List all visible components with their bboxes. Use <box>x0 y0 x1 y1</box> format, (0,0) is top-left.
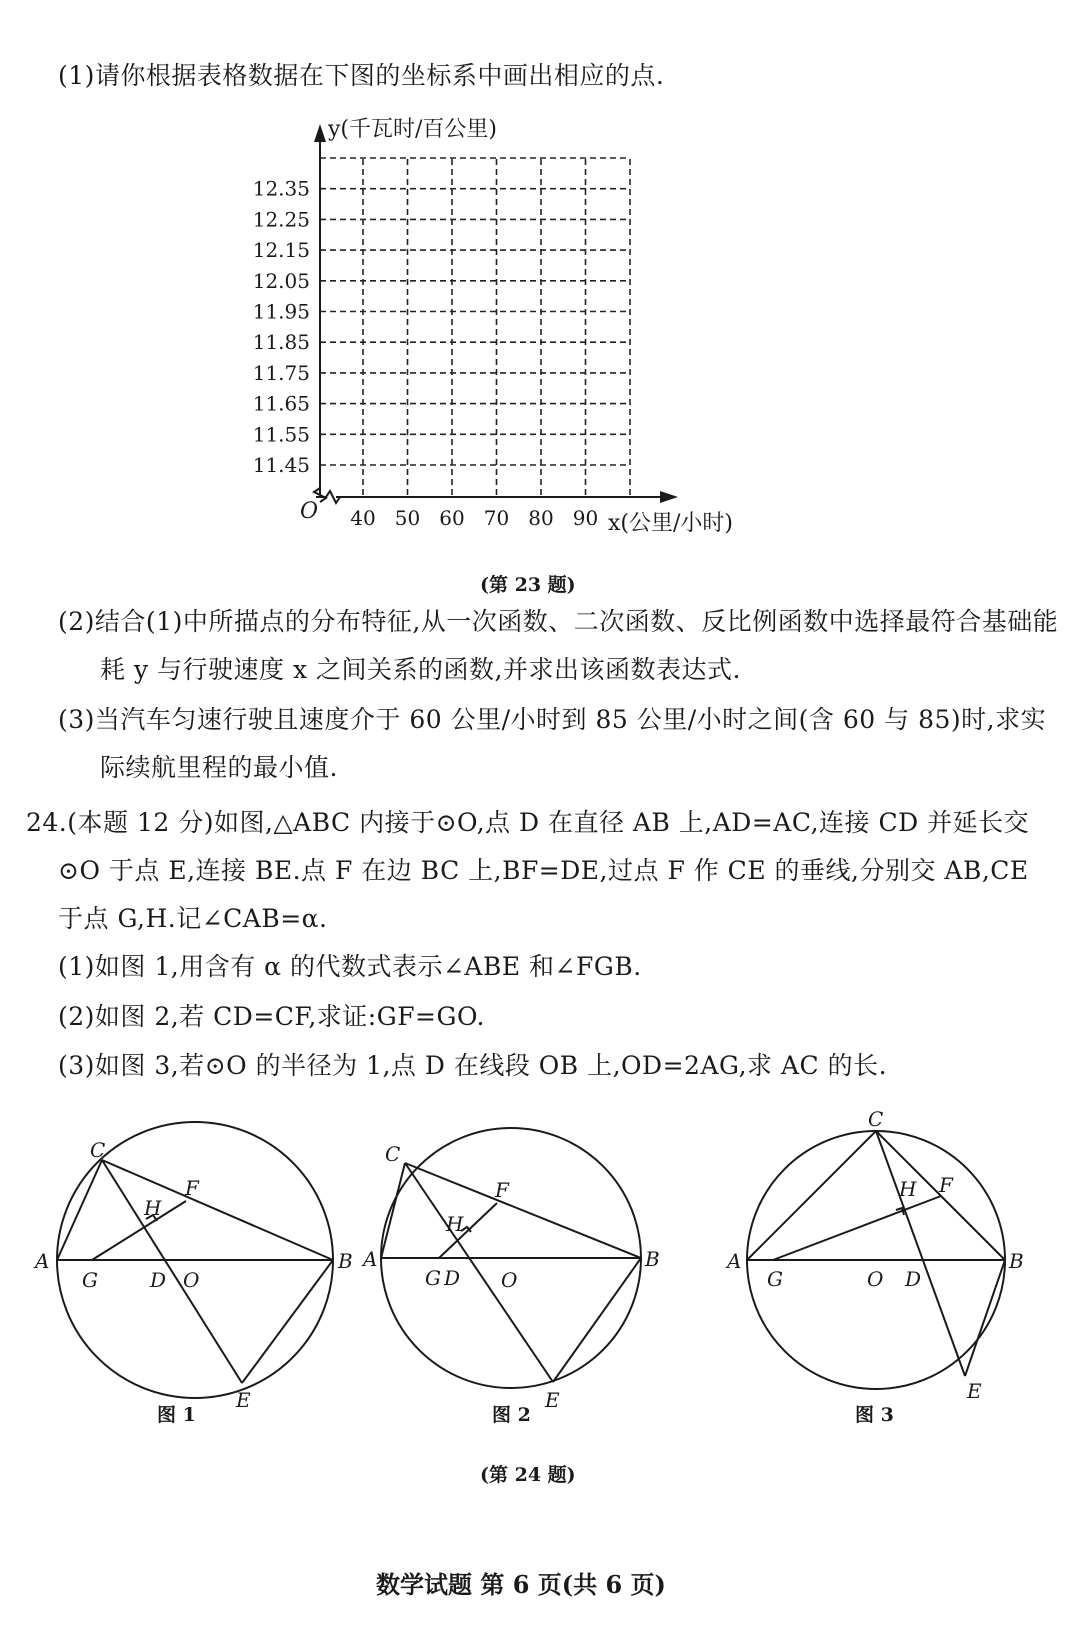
y-tick-label: 12.35 <box>252 176 310 201</box>
label-d: D <box>905 1267 922 1291</box>
label-b: B <box>338 1249 353 1273</box>
q23-chart <box>250 110 770 550</box>
label-d: D <box>150 1268 167 1292</box>
y-tick-label: 11.65 <box>252 391 310 416</box>
q24-line1: 24.(本题 12 分)如图,△ABC 内接于⊙O,点 D 在直径 AB 上,AD=AC,连接 CD 并延长交 <box>26 808 1030 837</box>
label-g: G <box>82 1268 98 1292</box>
x-tick-label: 40 <box>350 506 376 530</box>
chart-grid <box>320 158 630 495</box>
label-f: F <box>495 1178 509 1202</box>
segment-gf <box>773 1196 941 1260</box>
label-e: E <box>545 1388 560 1412</box>
segment-ac <box>747 1131 876 1260</box>
y-axis-label: y(千瓦时/百公里) <box>328 117 498 142</box>
x-tick-label: 60 <box>439 506 465 530</box>
q24-part1: (1)如图 1,用含有 α 的代数式表示∠ABE 和∠FGB. <box>58 952 642 981</box>
label-o: O <box>501 1268 518 1292</box>
y-tick-label: 11.85 <box>252 330 310 355</box>
segment-be <box>553 1258 641 1382</box>
label-f: F <box>185 1176 199 1200</box>
page-footer: 数学试题 第 6 页(共 6 页) <box>376 1570 666 1599</box>
label-e: E <box>967 1379 982 1403</box>
figure-1 <box>30 1115 353 1412</box>
q24-part3: (3)如图 3,若⊙O 的半径为 1,点 D 在线段 OB 上,OD=2AG,求 AC 的长. <box>58 1051 888 1080</box>
segment-gf <box>92 1201 186 1260</box>
figure-3 <box>715 1100 1055 1403</box>
y-tick-label: 11.95 <box>252 299 310 324</box>
q23-caption: (第 23 题) <box>480 574 576 596</box>
q24-line2: ⊙O 于点 E,连接 BE.点 F 在边 BC 上,BF=DE,过点 F 作 CE 的垂线,分别交 AB,CE <box>58 856 1029 885</box>
x-tick-label: 70 <box>483 506 510 530</box>
y-tick-label: 11.45 <box>252 453 310 477</box>
y-tick-label: 11.55 <box>252 422 310 447</box>
q24-caption: (第 24 题) <box>480 1464 576 1486</box>
label-f: F <box>939 1173 953 1197</box>
q24-line3: 于点 G,H.记∠CAB=α. <box>58 904 328 933</box>
x-tick-labels <box>350 506 598 530</box>
segment-ac <box>57 1160 102 1260</box>
figure-2 <box>363 1115 685 1412</box>
fig2-caption: 图 2 <box>492 1404 531 1426</box>
x-tick-label: 50 <box>394 506 421 530</box>
x-tick-label: 80 <box>528 506 554 530</box>
label-b: B <box>1009 1249 1024 1273</box>
y-axis-arrow <box>314 124 326 142</box>
label-b: B <box>645 1247 660 1271</box>
label-d: D <box>444 1266 461 1290</box>
label-a: A <box>727 1249 742 1273</box>
label-o: O <box>183 1268 200 1292</box>
label-h: H <box>446 1212 464 1236</box>
q23-part3-line2: 际续航里程的最小值. <box>100 753 338 782</box>
label-h: H <box>899 1177 917 1201</box>
y-tick-label: 12.25 <box>252 207 310 232</box>
fig1-caption: 图 1 <box>157 1404 196 1426</box>
label-c: C <box>868 1107 884 1131</box>
q23-part2-line1: (2)结合(1)中所描点的分布特征,从一次函数、二次函数、反比例函数中选择最符合基础能 <box>58 607 1059 636</box>
y-tick-label: 12.05 <box>252 268 310 293</box>
x-axis-arrow <box>660 491 678 503</box>
segment-cb <box>102 1160 333 1260</box>
segment-ac <box>381 1163 405 1258</box>
label-g: G <box>767 1267 783 1291</box>
q23-part3-line1: (3)当汽车匀速行驶且速度介于 60 公里/小时到 85 公里/小时之间(含 60 与 85)时,求实 <box>58 705 1047 734</box>
segment-be <box>965 1260 1005 1376</box>
label-c: C <box>90 1138 106 1162</box>
segment-ce <box>102 1160 242 1383</box>
y-tick-labels <box>253 177 310 477</box>
q23-part1: (1)请你根据表格数据在下图的坐标系中画出相应的点. <box>58 61 665 90</box>
label-a: A <box>363 1247 378 1271</box>
label-c: C <box>385 1142 401 1166</box>
origin-label: O <box>300 499 319 524</box>
y-tick-label: 12.15 <box>252 238 310 263</box>
q24-part2: (2)如图 2,若 CD=CF,求证:GF=GO. <box>58 1002 485 1031</box>
label-h: H <box>144 1196 162 1220</box>
fig3-caption: 图 3 <box>855 1404 894 1426</box>
label-e: E <box>236 1388 251 1412</box>
y-tick-label: 11.75 <box>252 360 310 385</box>
x-tick-label: 90 <box>572 506 599 530</box>
label-g: G <box>425 1266 441 1290</box>
q23-part2-line2: 耗 y 与行驶速度 x 之间关系的函数,并求出该函数表达式. <box>100 655 741 684</box>
x-axis-label: x(公里/小时) <box>608 511 733 536</box>
segment-cb <box>405 1163 641 1258</box>
label-o: O <box>867 1267 884 1291</box>
segment-ce <box>876 1131 965 1376</box>
label-a: A <box>35 1249 50 1273</box>
